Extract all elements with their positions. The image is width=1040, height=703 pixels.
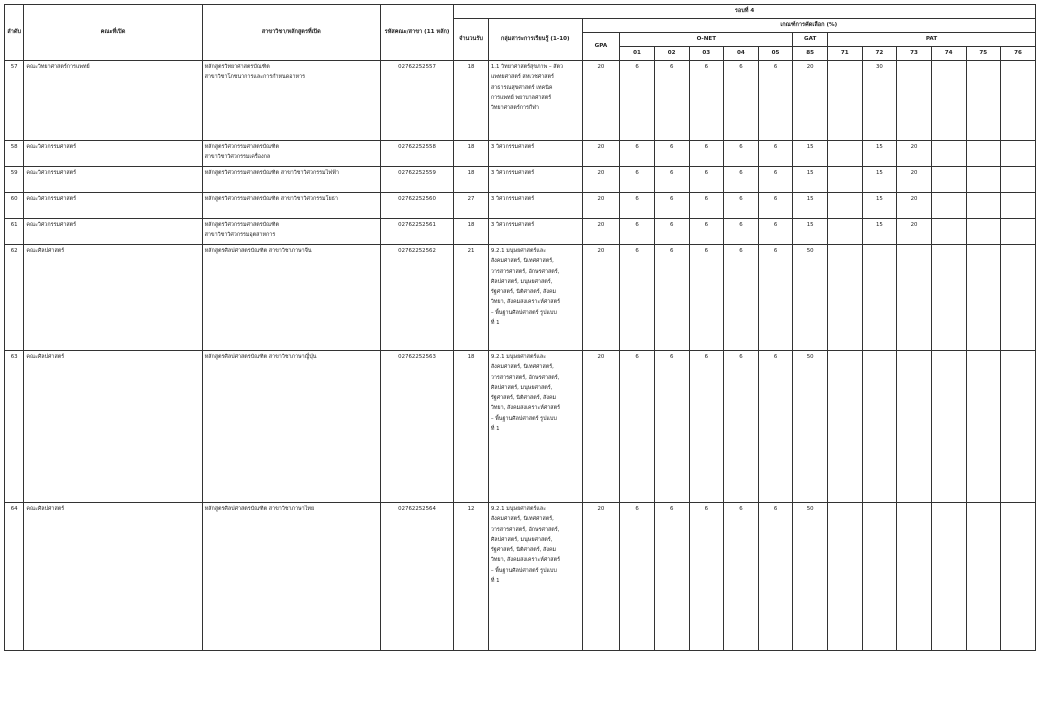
table-header <box>5 5 1036 61</box>
faculty-cell: คณะวิศวกรรมศาสตร์ <box>24 167 202 193</box>
pat-76-cell <box>1001 503 1036 651</box>
onet-01-cell: 6 <box>620 245 655 351</box>
header-sub: 74 <box>931 47 966 61</box>
onet-04-cell: 6 <box>724 167 759 193</box>
onet-01-cell: 6 <box>620 351 655 503</box>
header-gat: GAT <box>793 33 828 47</box>
header-program: สาขาวิชา/หลักสูตรที่เปิด <box>202 5 380 61</box>
group-cell: 3 วิศวกรรมศาสตร์ <box>488 141 582 167</box>
code-cell: 02762252559 <box>380 167 453 193</box>
seats-cell: 18 <box>454 351 489 503</box>
pat-71-cell <box>828 193 863 219</box>
onet-05-cell: 6 <box>758 219 793 245</box>
gat-cell: 20 <box>793 61 828 141</box>
pat-74-cell <box>931 141 966 167</box>
pat-72-cell <box>862 351 897 503</box>
pat-74-cell <box>931 61 966 141</box>
header-round: รอบที่ 4 <box>454 5 1036 19</box>
faculty-cell: คณะศิลปศาสตร์ <box>24 503 202 651</box>
gat-cell: 50 <box>793 245 828 351</box>
onet-03-cell: 6 <box>689 245 724 351</box>
onet-05-cell: 6 <box>758 193 793 219</box>
seats-cell: 18 <box>454 219 489 245</box>
onet-03-cell: 6 <box>689 351 724 503</box>
onet-03-cell: 6 <box>689 219 724 245</box>
onet-03-cell: 6 <box>689 193 724 219</box>
onet-04-cell: 6 <box>724 61 759 141</box>
header-criteria: เกณฑ์การคัดเลือก (%) <box>582 19 1035 33</box>
program-cell: หลักสูตรวิศวกรรมศาสตรบัณฑิต สาขาวิชาวิศวกรรมโยธา <box>202 193 380 219</box>
pat-72-cell: 15 <box>862 219 897 245</box>
onet-02-cell: 6 <box>654 351 689 503</box>
header-sub: 85 <box>793 47 828 61</box>
group-cell: 9.2.1 มนุษยศาสตร์และ สังคมศาสตร์, นิเทศศาสตร์, วารสารศาสตร์, อักษรศาสตร์, ศิลปศาสตร์, มนุษยศาสตร์, รัฐศาสตร์, นิติศาสตร์, สังคม วิทยา, สังคมสงเคราะห์ศาสตร์ – พื้นฐานศิลปศาสตร์ รูปแบบ ที่ 1 <box>488 245 582 351</box>
gpa-cell: 20 <box>582 141 620 167</box>
row-number: 62 <box>5 245 24 351</box>
gat-cell: 50 <box>793 503 828 651</box>
pat-71-cell <box>828 167 863 193</box>
gpa-cell: 20 <box>582 167 620 193</box>
onet-05-cell: 6 <box>758 351 793 503</box>
gpa-cell: 20 <box>582 245 620 351</box>
pat-71-cell <box>828 351 863 503</box>
seats-cell: 27 <box>454 193 489 219</box>
gpa-cell: 20 <box>582 219 620 245</box>
pat-73-cell: 20 <box>897 219 932 245</box>
table-row <box>5 193 1036 219</box>
header-seats: จำนวนรับ <box>454 19 489 61</box>
code-cell: 02762252563 <box>380 351 453 503</box>
group-cell: 3 วิศวกรรมศาสตร์ <box>488 219 582 245</box>
faculty-cell: คณะวิศวกรรมศาสตร์ <box>24 219 202 245</box>
row-number: 59 <box>5 167 24 193</box>
header-code: รหัสคณะ/สาขา (11 หลัก) <box>380 5 453 61</box>
pat-73-cell <box>897 245 932 351</box>
pat-75-cell <box>966 245 1001 351</box>
pat-72-cell: 30 <box>862 61 897 141</box>
onet-02-cell: 6 <box>654 141 689 167</box>
onet-04-cell: 6 <box>724 141 759 167</box>
row-number: 60 <box>5 193 24 219</box>
seats-cell: 18 <box>454 167 489 193</box>
table-row <box>5 141 1036 167</box>
onet-03-cell: 6 <box>689 141 724 167</box>
onet-02-cell: 6 <box>654 503 689 651</box>
pat-74-cell <box>931 219 966 245</box>
pat-76-cell <box>1001 141 1036 167</box>
gpa-cell: 20 <box>582 351 620 503</box>
seats-cell: 12 <box>454 503 489 651</box>
gpa-cell: 20 <box>582 61 620 141</box>
code-cell: 02762252557 <box>380 61 453 141</box>
pat-76-cell <box>1001 61 1036 141</box>
onet-05-cell: 6 <box>758 245 793 351</box>
onet-05-cell: 6 <box>758 167 793 193</box>
seats-cell: 18 <box>454 61 489 141</box>
pat-75-cell <box>966 193 1001 219</box>
onet-01-cell: 6 <box>620 167 655 193</box>
program-cell: หลักสูตรวิศวกรรมศาสตรบัณฑิต สาขาวิชาวิศวกรรมเครื่องกล <box>202 141 380 167</box>
pat-72-cell: 15 <box>862 141 897 167</box>
program-cell: หลักสูตรวิศวกรรมศาสตรบัณฑิต สาขาวิชาวิศวกรรมไฟฟ้า <box>202 167 380 193</box>
pat-75-cell <box>966 141 1001 167</box>
pat-76-cell <box>1001 245 1036 351</box>
pat-75-cell <box>966 351 1001 503</box>
gat-cell: 15 <box>793 141 828 167</box>
onet-04-cell: 6 <box>724 351 759 503</box>
pat-71-cell <box>828 219 863 245</box>
onet-03-cell: 6 <box>689 167 724 193</box>
header-sub: 05 <box>758 47 793 61</box>
table-row <box>5 503 1036 651</box>
pat-75-cell <box>966 61 1001 141</box>
pat-73-cell <box>897 61 932 141</box>
header-faculty: คณะที่เปิด <box>24 5 202 61</box>
program-cell: หลักสูตรศิลปศาสตรบัณฑิต สาขาวิชาภาษาไทย <box>202 503 380 651</box>
header-order: ลำดับ <box>5 5 24 61</box>
pat-74-cell <box>931 193 966 219</box>
code-cell: 02762252558 <box>380 141 453 167</box>
pat-76-cell <box>1001 167 1036 193</box>
row-number: 64 <box>5 503 24 651</box>
pat-76-cell <box>1001 219 1036 245</box>
faculty-cell: คณะวิศวกรรมศาสตร์ <box>24 141 202 167</box>
onet-02-cell: 6 <box>654 61 689 141</box>
gpa-cell: 20 <box>582 193 620 219</box>
onet-01-cell: 6 <box>620 141 655 167</box>
gat-cell: 15 <box>793 219 828 245</box>
seats-cell: 18 <box>454 141 489 167</box>
header-sub: 72 <box>862 47 897 61</box>
onet-04-cell: 6 <box>724 503 759 651</box>
onet-03-cell: 6 <box>689 503 724 651</box>
onet-04-cell: 6 <box>724 245 759 351</box>
row-number: 63 <box>5 351 24 503</box>
onet-01-cell: 6 <box>620 219 655 245</box>
row-number: 61 <box>5 219 24 245</box>
program-cell: หลักสูตรวิศวกรรมศาสตรบัณฑิต สาขาวิชาวิศวกรรมอุตสาหการ <box>202 219 380 245</box>
pat-73-cell: 20 <box>897 193 932 219</box>
pat-75-cell <box>966 219 1001 245</box>
gat-cell: 15 <box>793 193 828 219</box>
table-row <box>5 61 1036 141</box>
pat-75-cell <box>966 503 1001 651</box>
header-sub: 02 <box>654 47 689 61</box>
program-cell: หลักสูตรวิทยาศาสตรบัณฑิต สาขาวิชาโภชนาการและการกำหนดอาหาร <box>202 61 380 141</box>
header-gpa: GPA <box>582 33 620 61</box>
onet-01-cell: 6 <box>620 61 655 141</box>
pat-74-cell <box>931 503 966 651</box>
pat-71-cell <box>828 503 863 651</box>
group-cell: 9.2.1 มนุษยศาสตร์และ สังคมศาสตร์, นิเทศศาสตร์, วารสารศาสตร์, อักษรศาสตร์, ศิลปศาสตร์, มนุษยศาสตร์, รัฐศาสตร์, นิติศาสตร์, สังคม วิทยา, สังคมสงเคราะห์ศาสตร์ – พื้นฐานศิลปศาสตร์ รูปแบบ ที่ 1 <box>488 503 582 651</box>
seats-cell: 21 <box>454 245 489 351</box>
gat-cell: 50 <box>793 351 828 503</box>
header-sub: 75 <box>966 47 1001 61</box>
pat-73-cell: 20 <box>897 167 932 193</box>
pat-73-cell <box>897 503 932 651</box>
table-row <box>5 245 1036 351</box>
header-sub: 73 <box>897 47 932 61</box>
onet-02-cell: 6 <box>654 245 689 351</box>
pat-72-cell: 15 <box>862 193 897 219</box>
onet-04-cell: 6 <box>724 193 759 219</box>
onet-02-cell: 6 <box>654 219 689 245</box>
table-row <box>5 219 1036 245</box>
faculty-cell: คณะศิลปศาสตร์ <box>24 351 202 503</box>
admission-criteria-table <box>4 4 1036 651</box>
pat-71-cell <box>828 245 863 351</box>
program-cell: หลักสูตรศิลปศาสตรบัณฑิต สาขาวิชาภาษาจีน <box>202 245 380 351</box>
row-number: 58 <box>5 141 24 167</box>
table-row <box>5 167 1036 193</box>
header-group: กลุ่มสาระการเรียนรู้ (1-10) <box>488 19 582 61</box>
code-cell: 02762252560 <box>380 193 453 219</box>
pat-74-cell <box>931 167 966 193</box>
group-cell: 1.1 วิทยาศาสตร์สุขภาพ – สัตว แพทยศาสตร์ สหเวชศาสตร์ สาธารณสุขศาสตร์ เทคนิค การแพทย์ พยาบาลศาสตร์ วิทยาศาสตร์การกีฬา <box>488 61 582 141</box>
header-sub: 04 <box>724 47 759 61</box>
pat-74-cell <box>931 245 966 351</box>
gat-cell: 15 <box>793 167 828 193</box>
pat-76-cell <box>1001 193 1036 219</box>
faculty-cell: คณะวิทยาศาสตร์การแพทย์ <box>24 61 202 141</box>
onet-02-cell: 6 <box>654 167 689 193</box>
pat-72-cell <box>862 503 897 651</box>
onet-02-cell: 6 <box>654 193 689 219</box>
gpa-cell: 20 <box>582 503 620 651</box>
header-onet: O-NET <box>620 33 793 47</box>
code-cell: 02762252561 <box>380 219 453 245</box>
pat-76-cell <box>1001 351 1036 503</box>
group-cell: 3 วิศวกรรมศาสตร์ <box>488 193 582 219</box>
onet-03-cell: 6 <box>689 61 724 141</box>
table-body <box>5 61 1036 651</box>
group-cell: 3 วิศวกรรมศาสตร์ <box>488 167 582 193</box>
code-cell: 02762252562 <box>380 245 453 351</box>
onet-04-cell: 6 <box>724 219 759 245</box>
row-number: 57 <box>5 61 24 141</box>
pat-71-cell <box>828 141 863 167</box>
header-sub: 71 <box>828 47 863 61</box>
group-cell: 9.2.1 มนุษยศาสตร์และ สังคมศาสตร์, นิเทศศาสตร์, วารสารศาสตร์, อักษรศาสตร์, ศิลปศาสตร์, มนุษยศาสตร์, รัฐศาสตร์, นิติศาสตร์, สังคม วิทยา, สังคมสงเคราะห์ศาสตร์ – พื้นฐานศิลปศาสตร์ รูปแบบ ที่ 1 <box>488 351 582 503</box>
pat-73-cell <box>897 351 932 503</box>
header-sub: 76 <box>1001 47 1036 61</box>
onet-05-cell: 6 <box>758 61 793 141</box>
faculty-cell: คณะวิศวกรรมศาสตร์ <box>24 193 202 219</box>
pat-75-cell <box>966 167 1001 193</box>
pat-73-cell: 20 <box>897 141 932 167</box>
pat-72-cell: 15 <box>862 167 897 193</box>
onet-01-cell: 6 <box>620 503 655 651</box>
onet-05-cell: 6 <box>758 503 793 651</box>
faculty-cell: คณะศิลปศาสตร์ <box>24 245 202 351</box>
pat-71-cell <box>828 61 863 141</box>
header-sub: 01 <box>620 47 655 61</box>
onet-05-cell: 6 <box>758 141 793 167</box>
header-sub: 03 <box>689 47 724 61</box>
pat-74-cell <box>931 351 966 503</box>
pat-72-cell <box>862 245 897 351</box>
code-cell: 02762252564 <box>380 503 453 651</box>
program-cell: หลักสูตรศิลปศาสตรบัณฑิต สาขาวิชาภาษาญี่ปุ่น <box>202 351 380 503</box>
onet-01-cell: 6 <box>620 193 655 219</box>
header-pat: PAT <box>828 33 1036 47</box>
table-row <box>5 351 1036 503</box>
